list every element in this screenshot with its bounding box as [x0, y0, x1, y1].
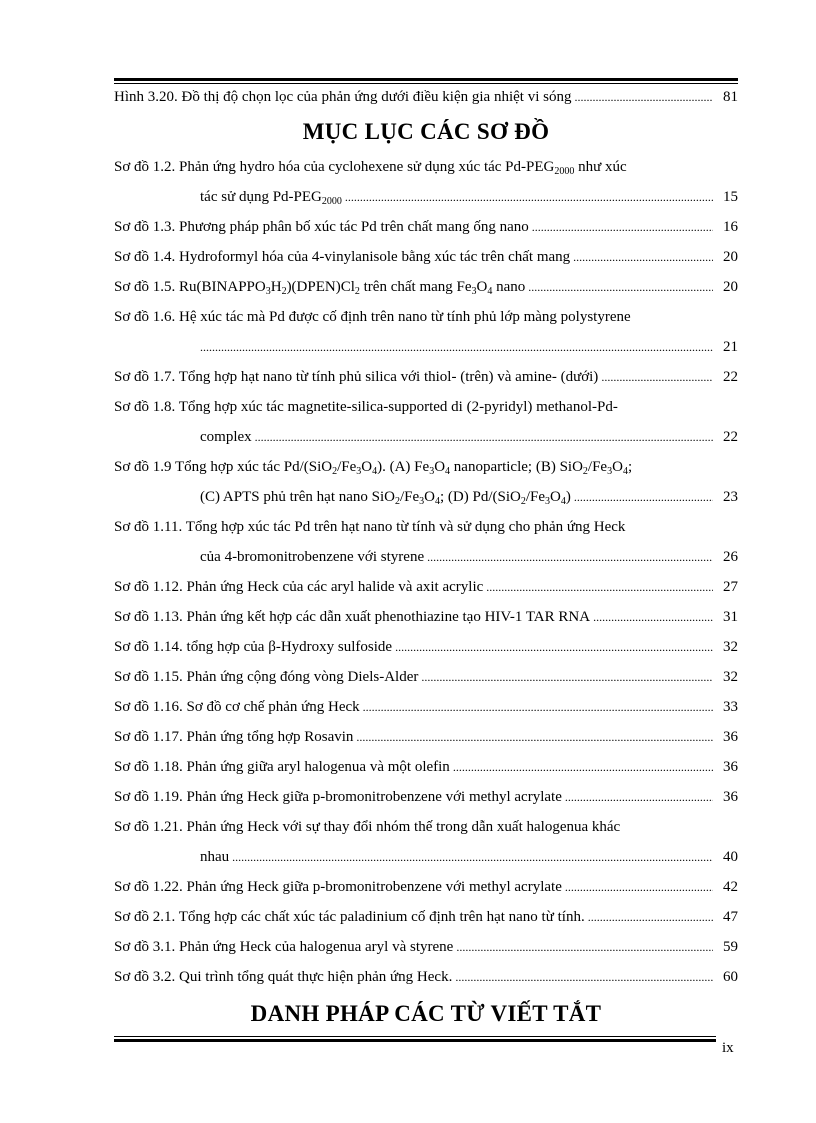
toc-entry-label: /Fe	[337, 459, 357, 475]
dot-leader	[574, 82, 713, 112]
toc-entry-scheme-1-2[interactable]	[114, 152, 738, 212]
toc-entry-scheme-1-22[interactable]	[114, 872, 738, 902]
toc-entry-label: Sơ đồ 1.21. Phản ứng Heck với sự thay đổi nhóm thế trong dẫn xuất halogenua khác	[114, 819, 621, 835]
subscript: 4	[435, 496, 441, 507]
toc-entry-scheme-1-4[interactable]	[114, 242, 738, 272]
toc-entry-line	[114, 392, 738, 422]
dot-leader	[200, 332, 713, 362]
toc-entry-scheme-1-21[interactable]	[114, 812, 738, 872]
toc-entry-label	[200, 482, 571, 512]
dot-leader	[453, 752, 713, 782]
subscript: 3	[471, 286, 477, 297]
toc-entry-label: ; (D) Pd/(SiO	[440, 489, 521, 505]
toc-entry-scheme-2-1[interactable]	[114, 902, 738, 932]
dot-leader	[395, 632, 713, 662]
toc-entry-page: 60	[723, 969, 738, 985]
toc-entry-label: (C) APTS phủ trên hạt nano SiO	[200, 489, 395, 505]
toc-entry-label: Sơ đồ 1.11. Tổng hợp xúc tác Pd trên hạt nano từ tính và sử dụng cho phản ứng Heck	[114, 519, 626, 535]
toc-entry-page: 42	[723, 879, 738, 895]
toc-entry-scheme-1-15[interactable]	[114, 662, 738, 692]
toc-entry-label: Sơ đồ 1.2. Phản ứng hydro hóa của cyclohexene sử dụng xúc tác Pd-PEG	[114, 159, 555, 175]
toc-entry-label: Sơ đồ 1.15. Phản ứng cộng đóng vòng Diels-Alder	[114, 669, 419, 685]
toc-entry-page: 47	[723, 909, 738, 925]
toc-entry-label: Sơ đồ 1.8. Tổng hợp xúc tác magnetite-silica-supported di (2-pyridyl) methanol-Pd-	[114, 399, 618, 415]
toc-entry-page: 59	[723, 939, 738, 955]
toc-entry-scheme-1-5[interactable]	[114, 272, 738, 302]
toc-entry-label: Sơ đồ 1.18. Phản ứng giữa aryl halogenua và một olefin	[114, 759, 450, 775]
toc-entry-label: Sơ đồ 1.12. Phản ứng Heck của các aryl halide và axit acrylic	[114, 579, 484, 595]
toc-entry-page: 16	[723, 219, 738, 235]
subscript: 2	[354, 286, 360, 297]
subscript: 3	[356, 466, 362, 477]
toc-entry-line	[114, 452, 738, 482]
toc-entry-scheme-1-16[interactable]	[114, 692, 738, 722]
dot-leader	[565, 872, 713, 902]
dot-leader	[345, 182, 713, 212]
toc-entry-label: /Fe	[587, 459, 608, 475]
toc-entry-label	[114, 272, 525, 302]
subscript: 2	[395, 496, 400, 507]
subscript: 4	[560, 496, 566, 507]
toc-entry-line	[114, 842, 738, 872]
toc-entry-label: nhau	[200, 849, 230, 865]
toc-entry-label: như xúc	[574, 159, 627, 175]
toc-entry-scheme-1-14[interactable]	[114, 632, 738, 662]
subscript: 2000	[321, 196, 342, 207]
toc-entry-label: Sơ đồ 1.5. Ru(BINAPPO	[114, 279, 266, 295]
dot-leader	[363, 692, 713, 722]
footer-rule	[114, 1036, 716, 1042]
toc-entry-label: ). (A) Fe	[377, 459, 430, 475]
subscript: 3	[265, 286, 271, 297]
toc-entry-label: ;	[627, 459, 633, 475]
toc-entry-label: Sơ đồ 1.14. tổng hợp của β-Hydroxy sulfoside	[114, 639, 393, 655]
toc-entry-scheme-1-13[interactable]	[114, 602, 738, 632]
toc-entry-line	[114, 542, 738, 572]
subscript: 3	[419, 496, 425, 507]
toc-entry-scheme-1-19[interactable]	[114, 782, 738, 812]
subscript: 3	[607, 466, 613, 477]
toc-entry-scheme-1-18[interactable]	[114, 752, 738, 782]
toc-entry-page: 33	[723, 699, 738, 715]
toc-entry-label: )	[565, 489, 571, 505]
dot-leader	[573, 242, 713, 272]
toc-entry-page: 40	[723, 849, 738, 865]
toc-entry-scheme-1-8[interactable]	[114, 392, 738, 452]
toc-entry-line	[114, 812, 738, 842]
toc-entry-label: O	[434, 459, 446, 475]
heading-schemes: MỤC LỤC CÁC SƠ ĐỒ	[302, 119, 550, 144]
toc-entry-line	[114, 302, 738, 332]
subscript: 3	[545, 496, 551, 507]
toc-entry-page: 32	[723, 669, 738, 685]
toc-entry-line	[114, 482, 738, 512]
toc-entry-label: Sơ đồ 1.6. Hệ xúc tác mà Pd được cố định trên nano từ tính phủ lớp màng polystyrene	[114, 309, 631, 325]
toc-entry-label: Sơ đồ 3.1. Phản ứng Heck của halogenua aryl và styrene	[114, 939, 454, 955]
toc-entry-label: nano	[492, 279, 526, 295]
subscript: 2000	[554, 166, 575, 177]
toc-entry-label: O	[424, 489, 436, 505]
dot-leader	[427, 542, 713, 572]
toc-entry-label: complex	[200, 429, 252, 445]
toc-entry-scheme-1-3[interactable]	[114, 212, 738, 242]
toc-entry-page: 15	[723, 189, 738, 205]
toc-entry-line	[114, 152, 738, 182]
page-number: ix	[722, 1040, 734, 1056]
subscript: 4	[372, 466, 378, 477]
subscript: 4	[445, 466, 451, 477]
toc-entry-label: Sơ đồ 2.1. Tổng hợp các chất xúc tác paladinium cố định trên hạt nano từ tính.	[114, 909, 585, 925]
toc-entry-page: 26	[723, 549, 738, 565]
toc-entry-label: /Fe	[525, 489, 546, 505]
dot-leader	[565, 782, 713, 812]
toc-entry-label: Sơ đồ 1.17. Phản ứng tổng hợp Rosavin	[114, 729, 354, 745]
subscript: 2	[520, 496, 526, 507]
toc-entry-label: Hình 3.20. Đồ thị độ chọn lọc của phản ứng dưới điều kiện gia nhiệt vi sóng	[114, 89, 572, 105]
toc-entry-page: 81	[723, 89, 738, 105]
subscript: 3	[429, 466, 435, 477]
toc-entry-label: O	[476, 279, 488, 295]
dot-leader	[255, 422, 713, 452]
toc-entry-page: 22	[723, 429, 738, 445]
toc-entry-scheme-1-11[interactable]	[114, 512, 738, 572]
dot-leader	[232, 842, 713, 872]
toc-entry-page: 36	[723, 729, 738, 745]
subscript: 4	[487, 286, 493, 297]
toc-entry-label: tác sử dụng Pd-PEG	[200, 189, 322, 205]
toc-entry-label: của 4-bromonitrobenzene với styrene	[200, 549, 425, 565]
toc-entry-scheme-1-7[interactable]	[114, 362, 738, 392]
toc-entry-label: H	[270, 279, 282, 295]
subscript: 2	[281, 286, 287, 297]
dot-leader	[532, 212, 713, 242]
toc-entry-scheme-1-17[interactable]	[114, 722, 738, 752]
subscript: 2	[582, 466, 588, 477]
toc-entry-label	[114, 152, 627, 182]
toc-entry-label: O	[361, 459, 373, 475]
dot-leader	[356, 722, 713, 752]
toc-entry-page: 27	[723, 579, 738, 595]
toc-entry-label: Sơ đồ 1.4. Hydroformyl hóa của 4-vinylanisole bằng xúc tác trên chất mang	[114, 249, 571, 265]
toc-entry-line	[114, 182, 738, 212]
toc-entry-label: O	[612, 459, 623, 475]
toc-entry-page: 36	[723, 789, 738, 805]
table-of-contents	[114, 82, 738, 1034]
subscript: 2	[332, 466, 338, 477]
dot-leader	[588, 902, 713, 932]
toc-entry-figure-3-20[interactable]	[114, 82, 738, 112]
toc-entry-page: 32	[723, 639, 738, 655]
toc-entry-page: 23	[723, 489, 738, 505]
toc-entry-label: Sơ đồ 1.19. Phản ứng Heck giữa p-bromonitrobenzene với methyl acrylate	[114, 789, 562, 805]
toc-entry-scheme-1-12[interactable]	[114, 572, 738, 602]
dot-leader	[574, 482, 713, 512]
dot-leader	[528, 272, 713, 302]
toc-entry-line	[114, 512, 738, 542]
dot-leader	[456, 932, 713, 962]
toc-entry-scheme-1-9[interactable]	[114, 452, 738, 512]
toc-entry-label: )(DPEN)Cl	[286, 279, 355, 295]
toc-entry-scheme-3-1[interactable]	[114, 932, 738, 962]
toc-entry-label: Sơ đồ 1.16. Sơ đồ cơ chế phản ứng Heck	[114, 699, 360, 715]
subscript: 4	[622, 466, 628, 477]
toc-entry-label: trên chất mang Fe	[359, 279, 472, 295]
dot-leader	[486, 572, 713, 602]
toc-entry-page: 20	[723, 279, 738, 295]
toc-entry-line	[114, 332, 738, 362]
toc-entry-label: Sơ đồ 1.9 Tổng hợp xúc tác Pd/(SiO	[114, 459, 333, 475]
toc-entry-page: 31	[723, 609, 738, 625]
toc-entry-label	[114, 452, 632, 482]
toc-entry-label: Sơ đồ 3.2. Qui trình tổng quát thực hiện phản ứng Heck.	[114, 969, 453, 985]
toc-entry-scheme-3-2[interactable]	[114, 962, 738, 992]
toc-entry-label: /Fe	[400, 489, 420, 505]
toc-entry-label	[200, 182, 342, 212]
toc-entry-page: 20	[723, 249, 738, 265]
heading-abbreviations: DANH PHÁP CÁC TỪ VIẾT TẮT	[250, 1001, 602, 1026]
dot-leader	[455, 962, 713, 992]
toc-entry-page: 21	[723, 339, 738, 355]
dot-leader	[593, 602, 713, 632]
toc-entry-label: Sơ đồ 1.13. Phản ứng kết hợp các dẫn xuất phenothiazine tạo HIV-1 TAR RNA	[114, 609, 591, 625]
toc-entry-label: O	[550, 489, 561, 505]
toc-entry-label: Sơ đồ 1.22. Phản ứng Heck giữa p-bromonitrobenzene với methyl acrylate	[114, 879, 562, 895]
toc-entry-scheme-1-6[interactable]	[114, 302, 738, 362]
toc-entry-line	[114, 422, 738, 452]
toc-entry-page: 36	[723, 759, 738, 775]
dot-leader	[421, 662, 713, 692]
toc-entry-label: Sơ đồ 1.7. Tổng hợp hạt nano từ tính phủ silica với thiol- (trên) và amine- (dưới)	[114, 369, 599, 385]
toc-entry-page: 22	[723, 369, 738, 385]
toc-entry-label: Sơ đồ 1.3. Phương pháp phân bố xúc tác Pd trên chất mang ống nano	[114, 219, 529, 235]
toc-entry-label: nanoparticle; (B) SiO	[450, 459, 583, 475]
dot-leader	[601, 362, 713, 392]
